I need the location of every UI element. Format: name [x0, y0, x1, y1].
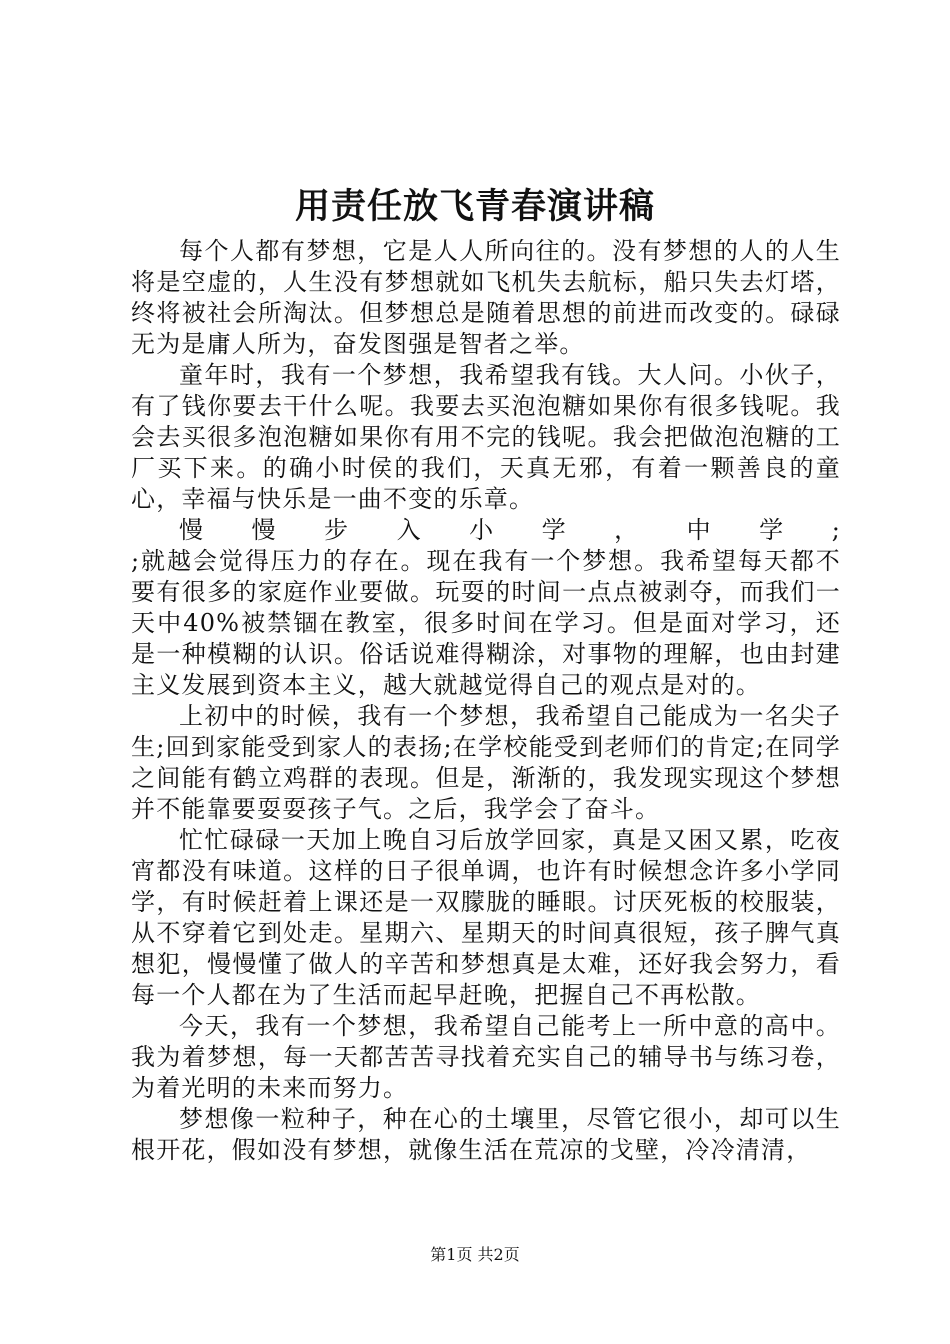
document-body [131, 236, 841, 1166]
paragraph-childhood-dream: 童年时，我有一个梦想，我希望我有钱。大人问。小伙子，有了钱你要去干什么呢。我要去买泡泡糖如果你有很多钱呢。我会去买很多泡泡糖如果你有用不完的钱呢。我会把做泡泡糖的工厂买下来。的确小时侯的我们，天真无邪，有着一颗善良的童心，幸福与快乐是一曲不变的乐章。 [131, 361, 841, 513]
paragraph-dreams-intro: 每个人都有梦想，它是人人所向往的。没有梦想的人的人生将是空虚的，人生没有梦想就如飞机失去航标，船只失去灯塔，终将被社会所淘汰。但梦想总是随着思想的前进而改变的。碌碌无为是庸人所为，奋发图强是智者之举。 [131, 237, 841, 358]
paragraph-dream-seed: 梦想像一粒种子，种在心的土壤里，尽管它很小，却可以生根开花，假如没有梦想，就像生活在荒凉的戈壁，冷冷清清， [131, 1105, 841, 1164]
paragraph-busy-days: 忙忙碌碌一天加上晚自习后放学回家，真是又困又累，吃夜宵都没有味道。这样的日子很单调，也许有时候想念许多小学同学，有时候赶着上课还是一双朦胧的睡眼。讨厌死板的校服装，从不穿着它到处走。星期六、星期天的时间真很短，孩子脾气真想犯，慢慢懂了做人的辛苦和梦想真是太难，还好我会努力，看每一个人都在为了生活而起早赶晚，把握自己不再松散。 [131, 826, 841, 1009]
page-title: 用责任放飞青春演讲稿 [294, 186, 655, 227]
page-number-footer: 第1页 共2页 [430, 1245, 520, 1264]
paragraph-school-start [131, 515, 841, 546]
paragraph-school-start-end: ; [831, 516, 841, 544]
paragraph-school-start-text: 慢慢步入小学，中学 [179, 516, 832, 544]
paragraph-junior-high-dream: 上初中的时候，我有一个梦想，我希望自己能成为一名尖子生;回到家能受到家人的表扬;在学校能受到老师们的肯定;在同学之间能有鹤立鸡群的表现。但是，渐渐的，我发现实现这个梦想并不能靠要耍耍孩子气。之后，我学会了奋斗。 [131, 702, 841, 823]
paragraph-today-dream: 今天，我有一个梦想，我希望自己能考上一所中意的高中。我为着梦想，每一天都苦苦寻找着充实自己的辅导书与练习卷，为着光明的未来而努力。 [131, 1012, 841, 1102]
paragraph-school-pressure: ;就越会觉得压力的存在。现在我有一个梦想。我希望每天都不要有很多的家庭作业要做。玩耍的时间一点点被剥夺，而我们一天中40%被禁锢在教室，很多时间在学习。但是面对学习，还是一种模糊的认识。俗话说难得糊涂，对事物的理解，也由封建主义发展到资本主义，越大就越觉得自己的观点是对的。 [131, 547, 841, 699]
